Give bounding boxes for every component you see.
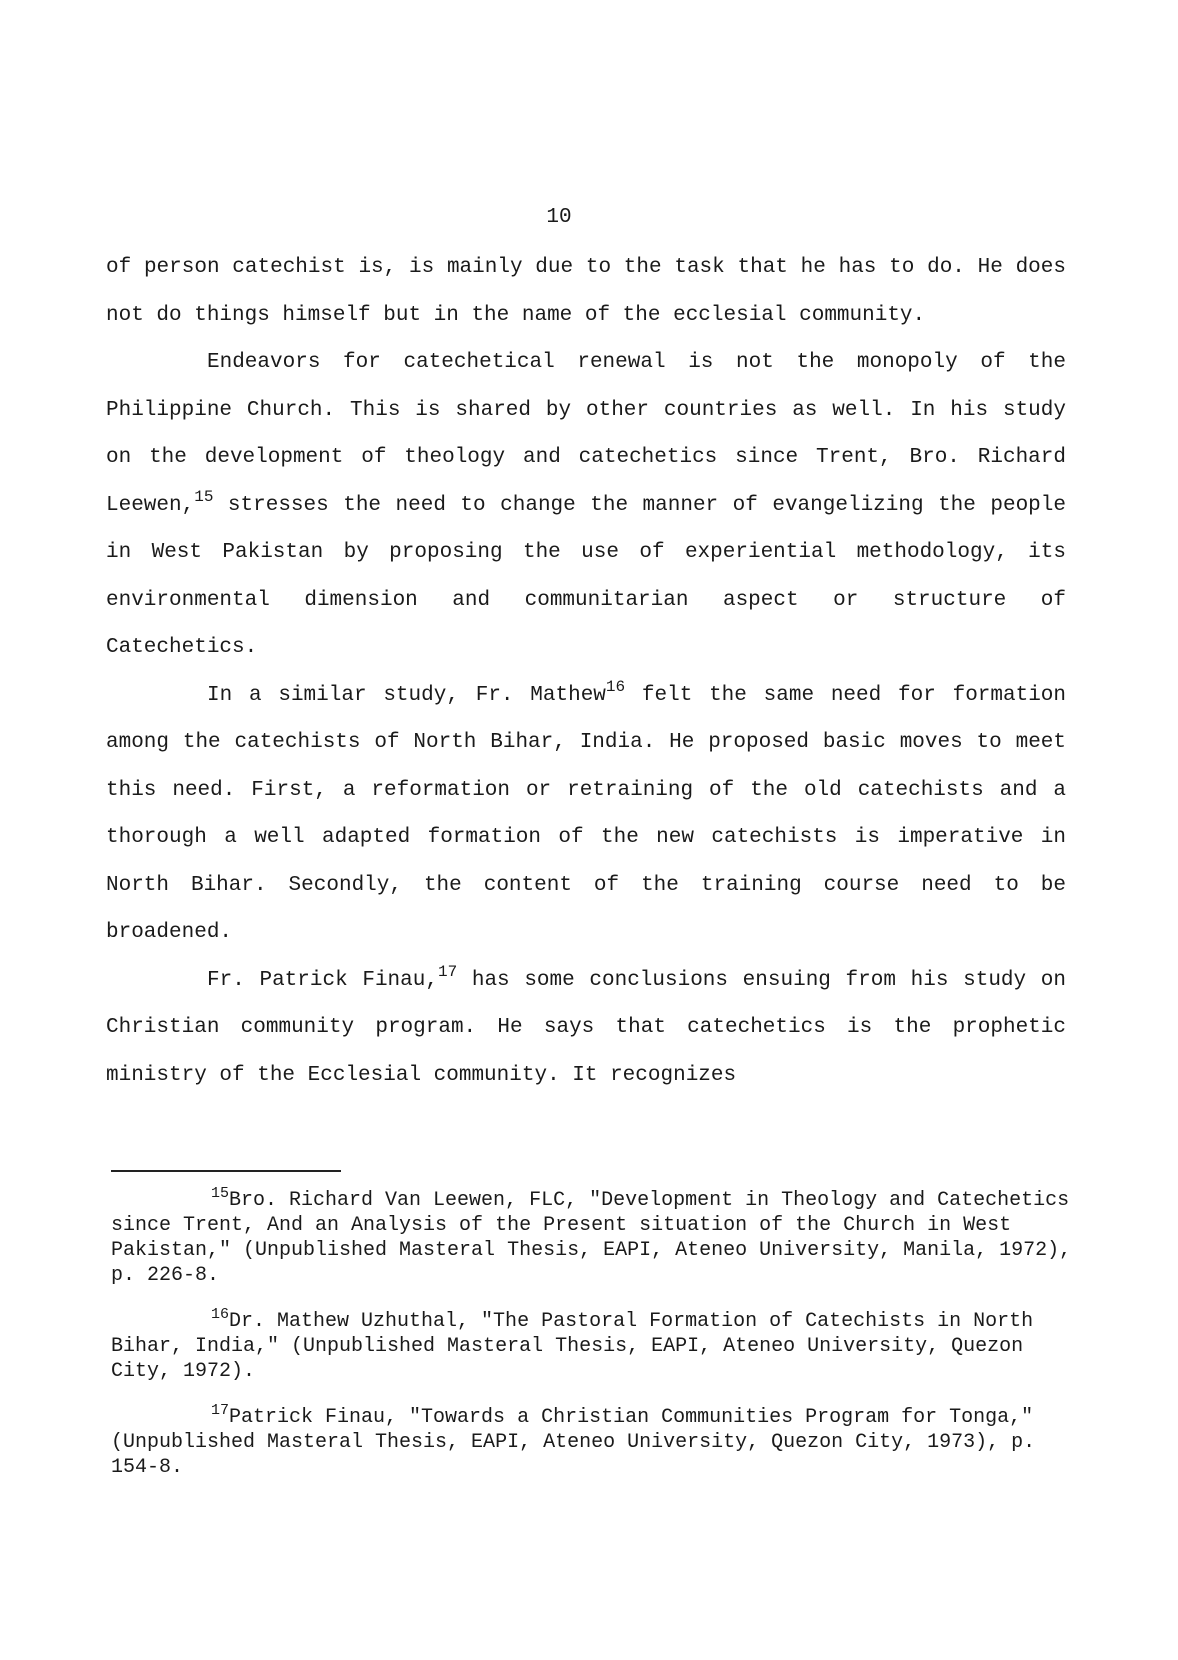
footnote-reference: 15 [194, 487, 214, 506]
paragraph [106, 672, 1066, 957]
footnote [111, 1306, 1076, 1384]
paragraph [106, 339, 1066, 672]
footnote-number: 16 [211, 1306, 230, 1323]
footnote-number: 15 [211, 1185, 230, 1202]
paragraph [106, 244, 1066, 339]
paragraph-text: has some conclusions ensuing from his study on Christian community program. He says that catechetics is the prophetic ministry of the Ecclesial community. It recognizes [106, 968, 1066, 1087]
footnote-reference: 17 [437, 962, 458, 981]
footnote-text: Dr. Mathew Uzhuthal, "The Pastoral Formation of Catechists in North Bihar, India," (Unpublished Masteral Thesis, EAPI, Ateneo University, Quezon City, 1972). [111, 1310, 1034, 1383]
paragraph-text: Endeavors for catechetical renewal is not the monopoly of the Philippine Church. This is shared by other countries as well. In his study on the development of theology and catechetics since Trent, Bro. Richard Leewen, [106, 351, 1066, 517]
footnote-text: Patrick Finau, "Towards a Christian Communities Program for Tonga," (Unpublished Masteral Thesis, EAPI, Ateneo University, Quezon City, 1973), p. 154-8. [111, 1406, 1036, 1479]
paragraph-text: of person catechist is, is mainly due to the task that he has to do. He does not do things himself but in the name of the ecclesial community. [106, 256, 1066, 327]
paragraph [106, 957, 1066, 1100]
paragraph-text: In a similar study, Fr. Mathew [207, 683, 606, 707]
footnote-number: 17 [211, 1402, 230, 1419]
footnote-divider [111, 1170, 341, 1172]
footnotes [111, 1185, 1076, 1501]
paragraph-text: stresses the need to change the manner of evangelizing the people in West Pakistan by proposing the use of experiential methodology, its environmental dimension and communitarian aspect or structure of Catechetics. [106, 493, 1066, 659]
footnote-text: Bro. Richard Van Leewen, FLC, "Development in Theology and Catechetics since Trent, And an Analysis of the Present situation of the Church in West Pakistan," (Unpublished Masteral Thesis, EAPI, Ateneo University, Manila, 1972), p. 226-8. [111, 1189, 1072, 1287]
paragraph-text: felt the same need for formation among the catechists of North Bihar, India. He proposed basic moves to meet this need. First, a reformation or retraining of the old catechists and a thorough a well adapted formation of the new catechists is imperative in North Bihar. Secondly, the content of the training course need to be broadened. [106, 683, 1067, 944]
paragraph-text: Fr. Patrick Finau, [207, 968, 438, 992]
footnote [111, 1402, 1076, 1480]
page-number: 10 [546, 206, 572, 229]
footnote-reference: 16 [605, 677, 626, 696]
body-text [106, 244, 1066, 1099]
footnote [111, 1185, 1076, 1288]
